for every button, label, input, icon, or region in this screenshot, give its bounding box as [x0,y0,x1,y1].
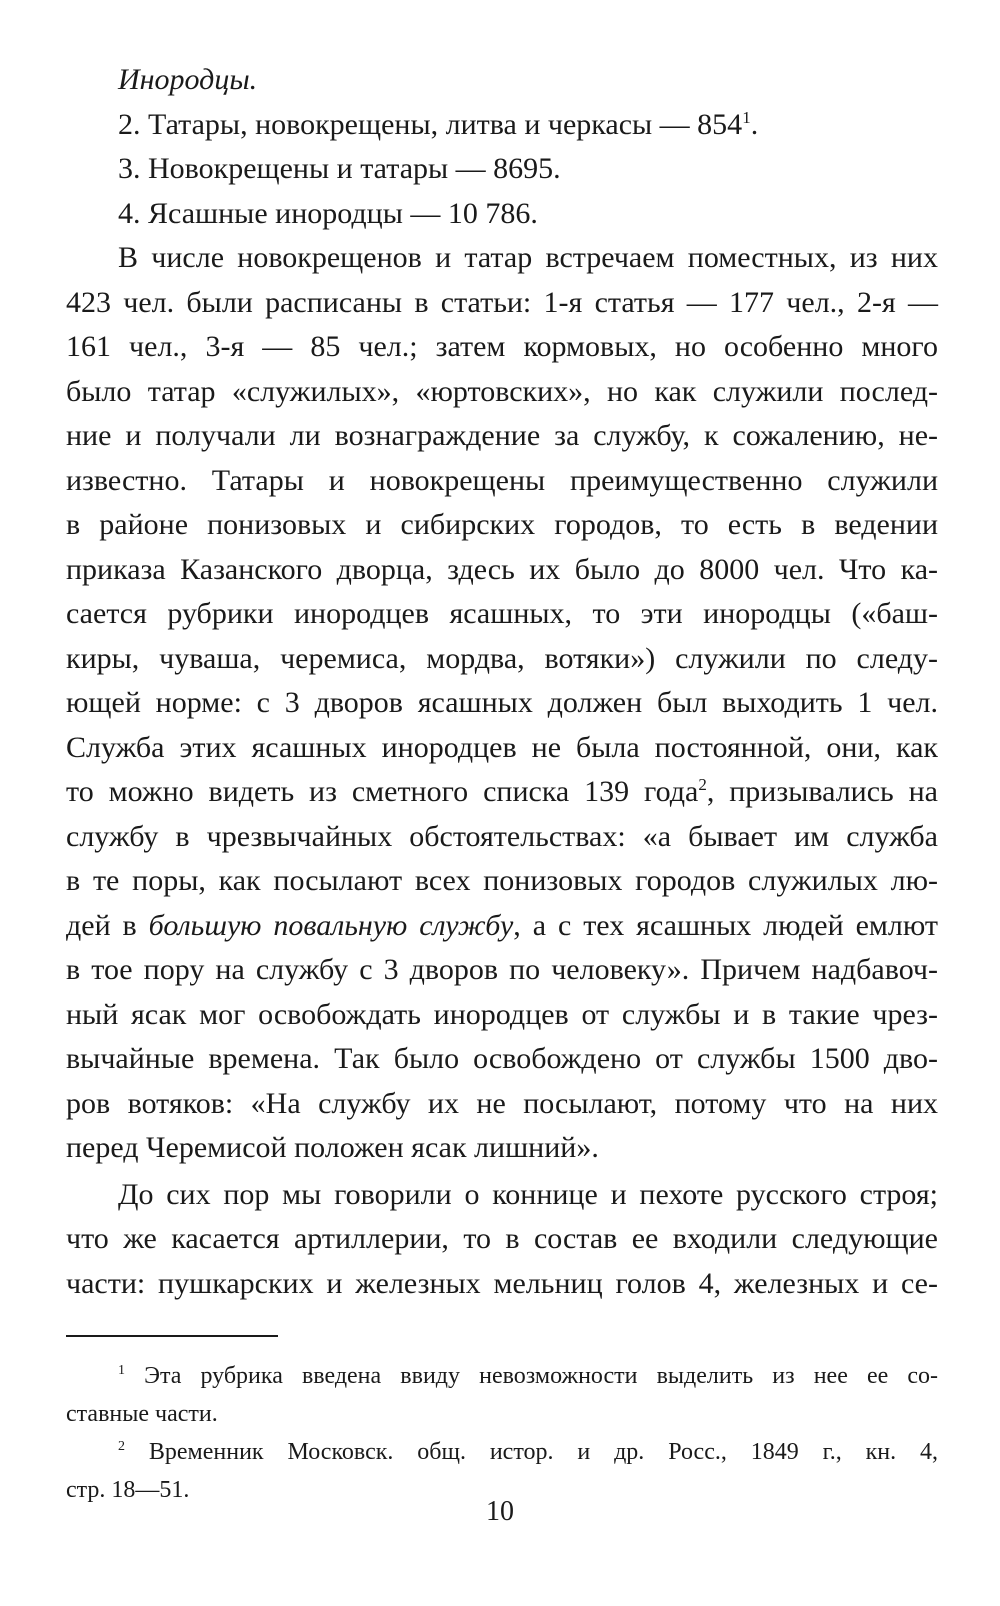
footnote-separator [66,1335,278,1337]
list-item: 3. Новокрещены и татары — 8695. [118,152,561,185]
paragraph: В числе новокрещенов и татар встречаем поместных, из них 423 чел. были расписаны в статьи: 1-я статья — 177 чел., 2-я — 161 чел., 3-я — 85 чел.; затем кормовых, но особенно много было татар «служилых», «юртовских», но как служили послед- ние и получали ли вознаграждение за службу, к сожалению, не- известно. Татары и новокрещены преимущественно служили в районе понизовых и сибирских городов, то есть в ведении приказа Казанского дворца, здесь их было до 8000 чел. Что ка- сается рубрики инородцев ясашных, то эти инородцы («баш- киры, чуваша, черемиса, мордва, вотяки») служили по следу- ющей норме: с 3 дворов ясашных должен был выходить 1 чел. Служба этих ясашных инородцев не была постоянной, они, как то можно видеть из сметного списка 139 года$^2$, призывались на службу в чрезвычайных обстоятельствах: «а бывает им служба в те поры, как посылают всех понизовых городов служилых лю- дей в большую повальную службу, а с тех ясашных людей емлют в тое пору на службу с 3 дворов по человеку». Причем надбавоч- ный ясак мог освобождать инородцев от службы и в такие чрез- вычайные времена. Так было освобождено от службы 1500 дво- ров вотяков: «На службу их не посылают, потому что на них перед Черемисой положен ясак лишний». [66,241,938,1164]
list-item: 2. Татары, новокрещены, литва и черкасы — $854^1$. [118,107,759,141]
footnote-ref[interactable]: 2 [698,775,707,794]
footnotes: $^1$ Эта рубрика введена ввиду невозможности выделить из нее ее со- ставные части. $^2$ Временник Московск. общ. истор. и др. Росс., 1849 г., кн. 4, стр. 18—51. [66,1357,938,1509]
paragraph: До сих пор мы говорили о коннице и пехоте русского строя; что же касается артиллерии, то в состав ее входили следующие части: пушкарских и железных мельниц голов 4, железных и се- [66,1177,938,1300]
page-number: 10 [486,1496,514,1527]
page-body [66,58,938,1306]
emphasis: большую повальную службу [148,908,514,942]
footnote-ref[interactable]: 1 [742,107,751,127]
footnote: $^2$ Временник Московск. общ. истор. и др. Росс., 1849 г., кн. 4, [118,1439,938,1465]
list-item: 4. Ясашные инородцы — 10 786. [118,196,538,230]
footnote: $^1$ Эта рубрика введена ввиду невозможности выделить из нее ее со- [118,1363,938,1389]
section-heading: Инородцы. [118,63,258,96]
